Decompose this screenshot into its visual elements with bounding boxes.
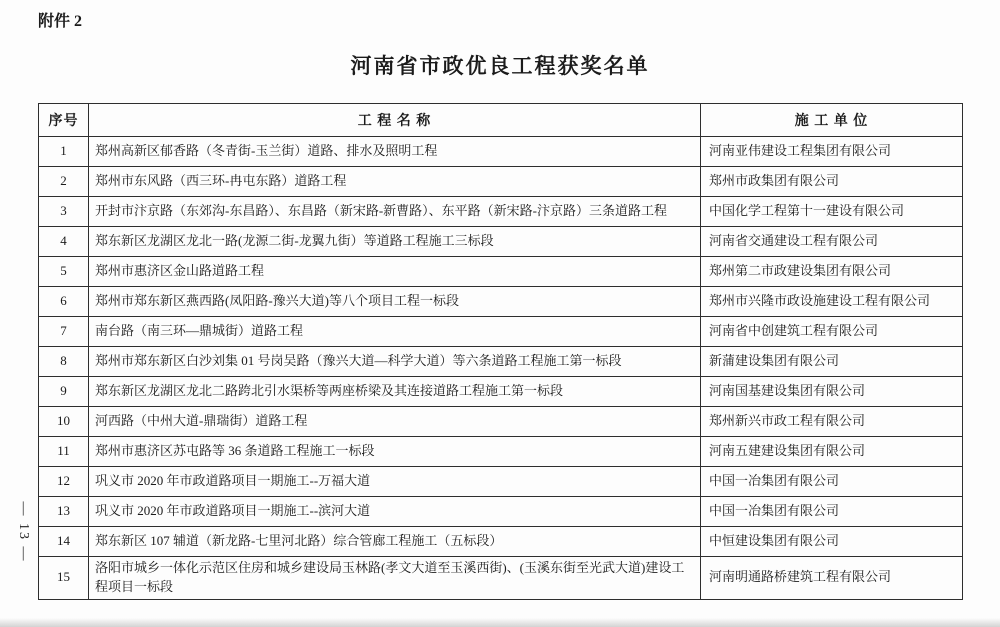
project-cell: 南台路（南三环—鼎城街）道路工程 [89, 317, 701, 347]
contractor-cell: 河南五建建设集团有限公司 [701, 437, 963, 467]
contractor-cell: 郑州市兴隆市政设施建设工程有限公司 [701, 287, 963, 317]
project-cell: 郑东新区 107 辅道（新龙路-七里河北路）综合管廊工程施工（五标段） [89, 527, 701, 557]
table-row [39, 347, 963, 377]
contractor-cell: 河南国基建设集团有限公司 [701, 377, 963, 407]
serial-cell: 7 [39, 317, 89, 347]
project-cell: 开封市汴京路（东郊沟-东昌路）、东昌路（新宋路-新曹路）、东平路（新宋路-汴京路）三条道路工程 [89, 197, 701, 227]
attachment-label: 附件 2 [38, 13, 83, 30]
serial-cell: 12 [39, 467, 89, 497]
table-row [39, 527, 963, 557]
table-row [39, 377, 963, 407]
project-cell: 郑东新区龙湖区龙北二路跨北引水渠桥等两座桥梁及其连接道路工程施工第一标段 [89, 377, 701, 407]
serial-cell: 15 [39, 557, 89, 600]
header-project-name: 工 程 名 称 [89, 104, 701, 137]
serial-cell: 1 [39, 137, 89, 167]
header-serial-number: 序号 [39, 104, 89, 137]
serial-cell: 4 [39, 227, 89, 257]
contractor-cell: 河南省交通建设工程有限公司 [701, 227, 963, 257]
serial-cell: 8 [39, 347, 89, 377]
project-cell: 巩义市 2020 年市政道路项目一期施工--滨河大道 [89, 497, 701, 527]
table-row [39, 317, 963, 347]
contractor-cell: 新蒲建设集团有限公司 [701, 347, 963, 377]
project-cell: 洛阳市城乡一体化示范区住房和城乡建设局玉林路(孝文大道至玉溪西街)、(玉溪东街至光武大道)建设工程项目一标段 [89, 557, 701, 600]
contractor-cell: 河南省中创建筑工程有限公司 [701, 317, 963, 347]
project-cell: 郑东新区龙湖区龙北一路(龙源二街-龙翼九街）等道路工程施工三标段 [89, 227, 701, 257]
project-cell: 巩义市 2020 年市政道路项目一期施工--万福大道 [89, 467, 701, 497]
project-cell: 郑州市郑东新区白沙刘集 01 号岗吴路（豫兴大道—科学大道）等六条道路工程施工第一标段 [89, 347, 701, 377]
table-row [39, 497, 963, 527]
serial-cell: 2 [39, 167, 89, 197]
contractor-cell: 中国化学工程第十一建设有限公司 [701, 197, 963, 227]
table-row [39, 557, 963, 600]
contractor-cell: 郑州市政集团有限公司 [701, 167, 963, 197]
page-title: 河南省市政优良工程获奖名单 [350, 54, 650, 78]
contractor-cell: 郑州新兴市政工程有限公司 [701, 407, 963, 437]
contractor-cell: 中恒建设集团有限公司 [701, 527, 963, 557]
serial-cell: 10 [39, 407, 89, 437]
project-cell: 郑州市惠济区苏屯路等 36 条道路工程施工一标段 [89, 437, 701, 467]
contractor-cell: 中国一冶集团有限公司 [701, 467, 963, 497]
project-cell: 河西路（中州大道-鼎瑞街）道路工程 [89, 407, 701, 437]
table-row [39, 167, 963, 197]
serial-cell: 3 [39, 197, 89, 227]
serial-cell: 6 [39, 287, 89, 317]
table-row [39, 467, 963, 497]
serial-cell: 13 [39, 497, 89, 527]
table-header-row [39, 104, 963, 137]
table-row [39, 197, 963, 227]
contractor-cell: 河南明通路桥建筑工程有限公司 [701, 557, 963, 600]
project-cell: 郑州市东风路（西三环-冉屯东路）道路工程 [89, 167, 701, 197]
serial-cell: 5 [39, 257, 89, 287]
page-number: — 13 — [16, 501, 31, 563]
serial-cell: 9 [39, 377, 89, 407]
scan-bottom-edge [0, 618, 1000, 627]
contractor-cell: 郑州第二市政建设集团有限公司 [701, 257, 963, 287]
table-row [39, 227, 963, 257]
project-cell: 郑州市惠济区金山路道路工程 [89, 257, 701, 287]
serial-cell: 14 [39, 527, 89, 557]
table-row [39, 287, 963, 317]
awards-table [38, 103, 963, 600]
header-construction-unit: 施 工 单 位 [701, 104, 963, 137]
project-cell: 郑州市郑东新区燕西路(凤阳路-豫兴大道)等八个项目工程一标段 [89, 287, 701, 317]
serial-cell: 11 [39, 437, 89, 467]
contractor-cell: 河南亚伟建设工程集团有限公司 [701, 137, 963, 167]
table-row [39, 257, 963, 287]
table-row [39, 437, 963, 467]
table-row [39, 137, 963, 167]
contractor-cell: 中国一冶集团有限公司 [701, 497, 963, 527]
table-row [39, 407, 963, 437]
project-cell: 郑州高新区郁香路（冬青街-玉兰街）道路、排水及照明工程 [89, 137, 701, 167]
